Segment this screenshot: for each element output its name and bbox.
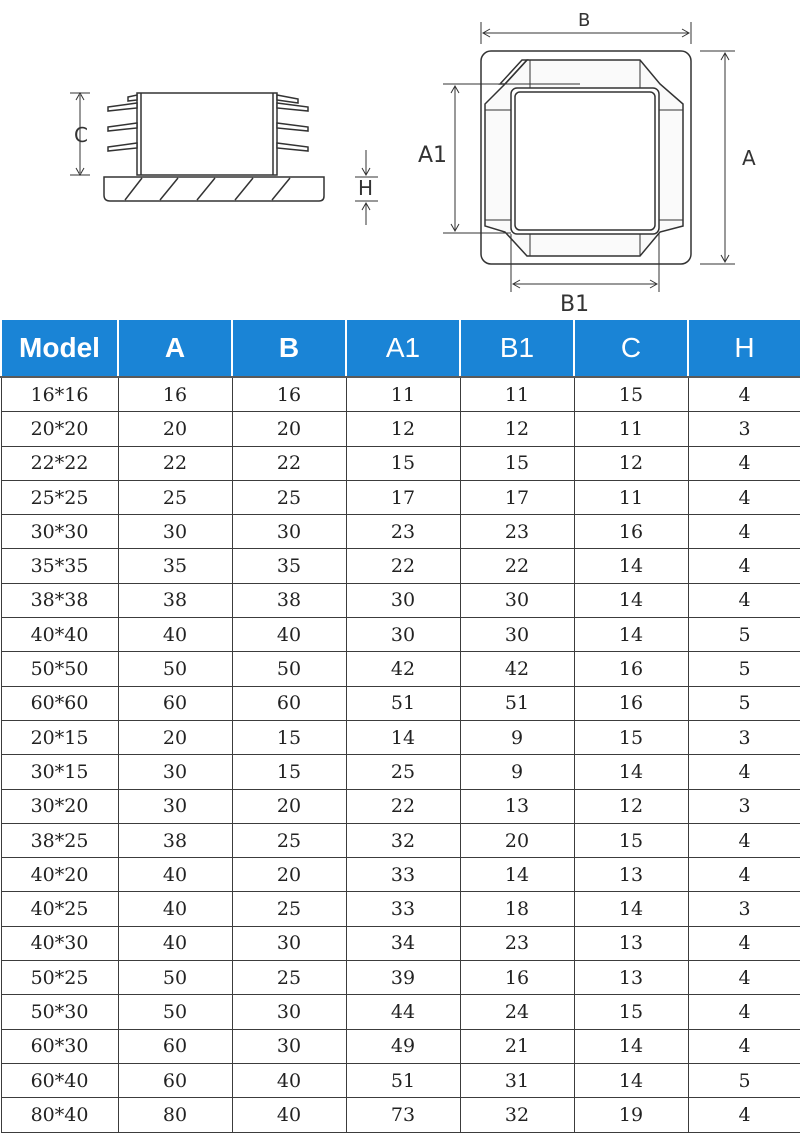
- cell-c: 16: [574, 686, 688, 720]
- cell-b: 38: [232, 583, 346, 617]
- cell-model: 20*15: [1, 720, 118, 754]
- dimension-label-c: C: [74, 123, 88, 147]
- cell-h: 3: [688, 892, 800, 926]
- cell-model: 35*35: [1, 549, 118, 583]
- table-row: [1, 515, 800, 549]
- cell-b1: 42: [460, 652, 574, 686]
- cell-model: 80*40: [1, 1098, 118, 1132]
- cell-a: 22: [118, 446, 232, 480]
- cell-model: 40*20: [1, 858, 118, 892]
- cell-b: 35: [232, 549, 346, 583]
- technical-drawing: [0, 0, 800, 318]
- cell-a1: 32: [346, 823, 460, 857]
- dimension-label-a: A: [742, 146, 756, 170]
- cell-b: 25: [232, 823, 346, 857]
- cell-model: 50*30: [1, 995, 118, 1029]
- table-row: [1, 858, 800, 892]
- cell-h: 4: [688, 995, 800, 1029]
- cell-c: 14: [574, 549, 688, 583]
- header-model: Model: [1, 319, 118, 377]
- cell-a1: 51: [346, 686, 460, 720]
- cell-b1: 15: [460, 446, 574, 480]
- cell-a: 50: [118, 995, 232, 1029]
- cell-c: 15: [574, 995, 688, 1029]
- header-c: C: [574, 319, 688, 377]
- cell-b1: 11: [460, 377, 574, 412]
- cell-b: 20: [232, 858, 346, 892]
- cell-c: 15: [574, 823, 688, 857]
- cell-h: 4: [688, 549, 800, 583]
- dimension-label-h: H: [358, 176, 374, 200]
- cell-model: 60*30: [1, 1029, 118, 1063]
- cell-b1: 16: [460, 961, 574, 995]
- cell-h: 3: [688, 789, 800, 823]
- cell-h: 4: [688, 961, 800, 995]
- cell-a1: 23: [346, 515, 460, 549]
- table-row: [1, 1063, 800, 1097]
- cell-a: 20: [118, 412, 232, 446]
- cell-h: 5: [688, 1063, 800, 1097]
- cell-b1: 31: [460, 1063, 574, 1097]
- cell-model: 25*25: [1, 480, 118, 514]
- cell-b1: 32: [460, 1098, 574, 1132]
- table-header-row: [1, 319, 800, 377]
- cell-b: 20: [232, 412, 346, 446]
- cell-a: 40: [118, 618, 232, 652]
- header-b: B: [232, 319, 346, 377]
- table-row: [1, 686, 800, 720]
- cell-h: 3: [688, 412, 800, 446]
- cell-c: 14: [574, 618, 688, 652]
- cell-b1: 14: [460, 858, 574, 892]
- cell-b1: 24: [460, 995, 574, 1029]
- table-row: [1, 755, 800, 789]
- cell-model: 22*22: [1, 446, 118, 480]
- cell-b1: 17: [460, 480, 574, 514]
- cell-a: 20: [118, 720, 232, 754]
- cell-h: 5: [688, 686, 800, 720]
- cell-b: 60: [232, 686, 346, 720]
- table-row: [1, 377, 800, 412]
- cell-b1: 20: [460, 823, 574, 857]
- cell-c: 13: [574, 926, 688, 960]
- cell-a: 16: [118, 377, 232, 412]
- cell-a1: 17: [346, 480, 460, 514]
- cell-a: 50: [118, 961, 232, 995]
- cell-b1: 9: [460, 720, 574, 754]
- cell-b1: 9: [460, 755, 574, 789]
- cell-a1: 33: [346, 858, 460, 892]
- cell-h: 4: [688, 755, 800, 789]
- cell-c: 19: [574, 1098, 688, 1132]
- cell-b: 22: [232, 446, 346, 480]
- cell-b: 15: [232, 720, 346, 754]
- table-row: [1, 995, 800, 1029]
- cell-h: 4: [688, 480, 800, 514]
- cell-b: 20: [232, 789, 346, 823]
- cell-h: 4: [688, 446, 800, 480]
- cell-c: 12: [574, 446, 688, 480]
- cell-model: 30*20: [1, 789, 118, 823]
- cell-h: 4: [688, 926, 800, 960]
- cell-model: 38*38: [1, 583, 118, 617]
- cell-b1: 21: [460, 1029, 574, 1063]
- cell-a: 40: [118, 858, 232, 892]
- cell-model: 16*16: [1, 377, 118, 412]
- cell-a: 80: [118, 1098, 232, 1132]
- dimension-label-b: B: [578, 10, 591, 31]
- cell-c: 14: [574, 755, 688, 789]
- cell-a1: 44: [346, 995, 460, 1029]
- table-row: [1, 549, 800, 583]
- cell-a: 30: [118, 515, 232, 549]
- cell-c: 13: [574, 961, 688, 995]
- cell-a1: 14: [346, 720, 460, 754]
- table-row: [1, 412, 800, 446]
- cell-h: 4: [688, 515, 800, 549]
- cell-b: 25: [232, 892, 346, 926]
- cell-a1: 73: [346, 1098, 460, 1132]
- cell-a: 25: [118, 480, 232, 514]
- table-row: [1, 1029, 800, 1063]
- cell-b: 30: [232, 1029, 346, 1063]
- cell-model: 50*50: [1, 652, 118, 686]
- cell-c: 16: [574, 652, 688, 686]
- cell-a: 60: [118, 1063, 232, 1097]
- cell-model: 20*20: [1, 412, 118, 446]
- cell-a1: 11: [346, 377, 460, 412]
- cell-h: 4: [688, 377, 800, 412]
- table-body: [1, 377, 800, 1132]
- table-row: [1, 1098, 800, 1132]
- cell-b1: 30: [460, 583, 574, 617]
- cell-a1: 42: [346, 652, 460, 686]
- cell-model: 40*25: [1, 892, 118, 926]
- dimension-diagram: [0, 0, 800, 318]
- cell-b: 25: [232, 961, 346, 995]
- cell-a: 38: [118, 823, 232, 857]
- cell-b1: 22: [460, 549, 574, 583]
- cell-b: 16: [232, 377, 346, 412]
- size-specification-table: [0, 318, 800, 1133]
- cell-a: 40: [118, 926, 232, 960]
- cell-model: 30*30: [1, 515, 118, 549]
- cell-a1: 34: [346, 926, 460, 960]
- cell-b1: 30: [460, 618, 574, 652]
- dimension-label-b1: B1: [560, 292, 590, 317]
- header-h: H: [688, 319, 800, 377]
- cell-h: 5: [688, 652, 800, 686]
- cell-b1: 12: [460, 412, 574, 446]
- cell-b: 30: [232, 926, 346, 960]
- cell-a1: 12: [346, 412, 460, 446]
- table-row: [1, 618, 800, 652]
- cell-a1: 33: [346, 892, 460, 926]
- cell-c: 14: [574, 892, 688, 926]
- table-row: [1, 446, 800, 480]
- cell-b: 50: [232, 652, 346, 686]
- cell-a1: 39: [346, 961, 460, 995]
- cell-model: 38*25: [1, 823, 118, 857]
- cell-c: 15: [574, 720, 688, 754]
- cell-b1: 18: [460, 892, 574, 926]
- cell-b1: 13: [460, 789, 574, 823]
- cell-c: 14: [574, 1029, 688, 1063]
- cell-h: 4: [688, 1029, 800, 1063]
- top-view: [443, 22, 735, 292]
- cell-h: 5: [688, 618, 800, 652]
- cell-a1: 30: [346, 583, 460, 617]
- cell-b1: 23: [460, 926, 574, 960]
- cell-a1: 22: [346, 789, 460, 823]
- cell-h: 3: [688, 720, 800, 754]
- cell-b: 40: [232, 1063, 346, 1097]
- cell-a1: 51: [346, 1063, 460, 1097]
- cell-a: 50: [118, 652, 232, 686]
- cell-model: 30*15: [1, 755, 118, 789]
- cell-model: 50*25: [1, 961, 118, 995]
- cell-c: 11: [574, 480, 688, 514]
- cell-b: 40: [232, 618, 346, 652]
- cell-h: 4: [688, 1098, 800, 1132]
- cell-model: 60*60: [1, 686, 118, 720]
- cell-h: 4: [688, 583, 800, 617]
- cell-a: 30: [118, 789, 232, 823]
- cell-b: 40: [232, 1098, 346, 1132]
- cell-a: 60: [118, 686, 232, 720]
- cell-b: 30: [232, 995, 346, 1029]
- cell-a1: 49: [346, 1029, 460, 1063]
- cell-c: 14: [574, 1063, 688, 1097]
- cell-model: 40*40: [1, 618, 118, 652]
- table-row: [1, 892, 800, 926]
- cell-a: 35: [118, 549, 232, 583]
- cell-b: 30: [232, 515, 346, 549]
- cell-h: 4: [688, 858, 800, 892]
- header-b1: B1: [460, 319, 574, 377]
- cell-a: 40: [118, 892, 232, 926]
- table-row: [1, 720, 800, 754]
- table-row: [1, 926, 800, 960]
- table-row: [1, 823, 800, 857]
- cell-a: 30: [118, 755, 232, 789]
- cell-b1: 51: [460, 686, 574, 720]
- cell-a: 38: [118, 583, 232, 617]
- cell-a1: 22: [346, 549, 460, 583]
- cell-b: 25: [232, 480, 346, 514]
- cell-model: 40*30: [1, 926, 118, 960]
- table-row: [1, 789, 800, 823]
- cell-a1: 15: [346, 446, 460, 480]
- cell-b1: 23: [460, 515, 574, 549]
- cell-model: 60*40: [1, 1063, 118, 1097]
- dimension-label-a1: A1: [418, 143, 448, 168]
- table-row: [1, 652, 800, 686]
- cell-b: 15: [232, 755, 346, 789]
- header-a1: A1: [346, 319, 460, 377]
- cell-a1: 25: [346, 755, 460, 789]
- header-a: A: [118, 319, 232, 377]
- cell-c: 13: [574, 858, 688, 892]
- cell-a: 60: [118, 1029, 232, 1063]
- cell-a1: 30: [346, 618, 460, 652]
- cell-c: 14: [574, 583, 688, 617]
- cell-c: 15: [574, 377, 688, 412]
- cell-c: 11: [574, 412, 688, 446]
- table-row: [1, 480, 800, 514]
- cell-c: 12: [574, 789, 688, 823]
- table-row: [1, 583, 800, 617]
- table-row: [1, 961, 800, 995]
- cell-c: 16: [574, 515, 688, 549]
- cell-h: 4: [688, 823, 800, 857]
